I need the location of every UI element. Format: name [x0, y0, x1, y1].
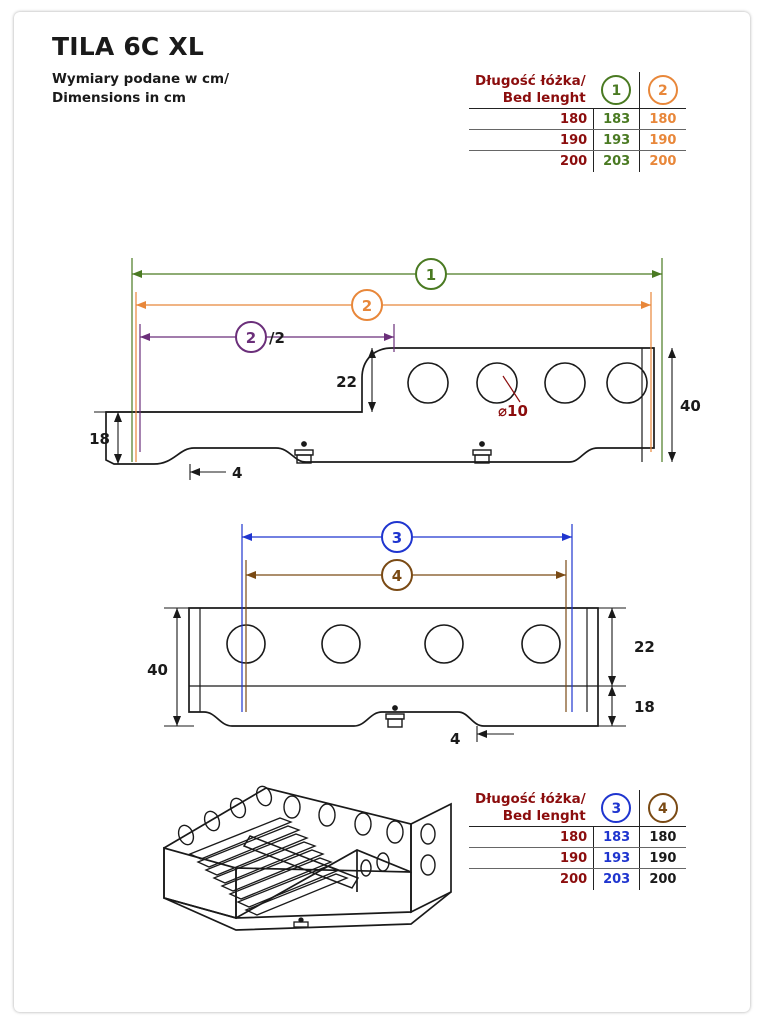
header-line-1: Długość łóżka/	[475, 791, 586, 807]
table-row	[469, 827, 686, 848]
table-header-row	[469, 790, 686, 827]
row-value-1: 193	[594, 848, 640, 869]
bed-length-table-bottom	[469, 790, 686, 890]
dim-22-front: 22	[634, 638, 655, 656]
table-row	[469, 848, 686, 869]
badge-4: 4	[648, 793, 678, 823]
dim-22-side: 22	[336, 373, 357, 391]
row-label: 180	[469, 109, 594, 130]
row-label: 200	[469, 151, 594, 172]
row-value-1: 183	[594, 827, 640, 848]
badge-1-label: 1	[425, 266, 437, 284]
row-value-2: 180	[640, 827, 686, 848]
dim-4-front: 4	[450, 730, 461, 748]
dim-18-side: 18	[89, 430, 110, 448]
row-value-1: 183	[594, 109, 640, 130]
header-line-2: Bed lenght	[502, 90, 586, 106]
drawing-page	[14, 12, 750, 1012]
badge-3: 3	[601, 793, 631, 823]
row-value-2: 190	[640, 130, 686, 151]
row-value-1: 193	[594, 130, 640, 151]
subtitle-line-2: Dimensions in cm	[52, 90, 186, 106]
dim-40-side: 40	[680, 397, 701, 415]
badge-1: 1	[601, 75, 631, 105]
header-line-2: Bed lenght	[502, 808, 586, 824]
table-col-badge-4	[640, 790, 686, 827]
table-col-badge-3	[594, 790, 640, 827]
row-value-2: 200	[649, 153, 677, 169]
badge-2-label: 2	[361, 297, 373, 315]
subtitle-line-1: Wymiary podane w cm/	[52, 71, 230, 87]
hole-diameter-label: ⌀10	[498, 402, 528, 420]
row-value-1: 203	[594, 151, 640, 172]
table-header-label	[469, 790, 594, 827]
row-label: 190	[469, 848, 594, 869]
row-value-2: 180	[640, 109, 686, 130]
badge-3-label: 3	[391, 529, 403, 547]
dim-18-front: 18	[634, 698, 655, 716]
dim-4-side: 4	[232, 464, 243, 482]
header-line-1: Długość łóżka/	[475, 73, 586, 89]
row-label: 190	[469, 130, 594, 151]
badge-2half-suffix: /2	[269, 329, 285, 347]
badge-2half-label: 2	[245, 329, 257, 347]
row-value-2: 200	[649, 871, 677, 887]
badge-4-label: 4	[391, 567, 403, 585]
badge-2: 2	[648, 75, 678, 105]
dim-40-front: 40	[147, 661, 168, 679]
row-value-2: 190	[640, 848, 686, 869]
row-label: 180	[469, 827, 594, 848]
row-value-1: 203	[594, 869, 640, 890]
row-label: 200	[469, 869, 594, 890]
table-row	[469, 869, 686, 890]
page-title: TILA 6C XL	[52, 32, 204, 61]
